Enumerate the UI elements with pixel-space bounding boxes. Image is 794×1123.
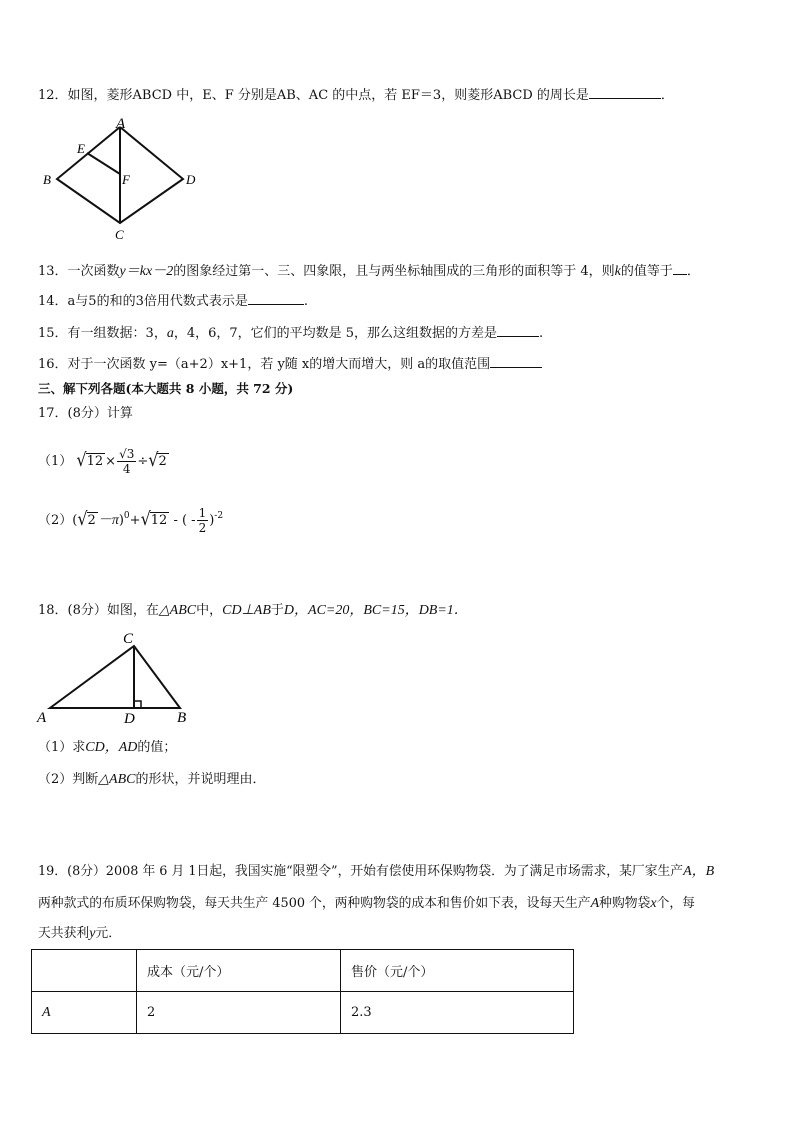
q15-post: ，4，6，7，它们的平均数是 5，那么这组数据的方差是 — [173, 326, 498, 341]
q19-line3 — [38, 926, 121, 942]
q18-pre: 18．(8分）如图，在 — [38, 603, 159, 618]
q17-p1-div: ÷ — [137, 454, 149, 469]
sqrt-symbol: √ — [76, 448, 87, 471]
q18-d: D — [283, 603, 295, 618]
q12-stem: 12．如图，菱形ABCD 中，E、F 分别是AB、AC 的中点，若 EF＝3，则菱形ABCD 的周长是 — [38, 88, 589, 103]
q17-p2-fraction — [197, 506, 209, 535]
cost-price-table — [31, 949, 574, 1034]
q17-p1-times: × — [105, 454, 117, 469]
q17-part2 — [38, 496, 223, 536]
q18-mid: 中， — [196, 603, 223, 618]
q12-answer-blank — [589, 86, 661, 99]
q17-p1-radicand2: 2 — [158, 454, 167, 469]
q15-end: . — [539, 326, 544, 341]
q18-part2 — [38, 772, 266, 788]
q14-text — [38, 292, 308, 310]
q12-end: ． — [660, 88, 674, 103]
table-row — [32, 992, 574, 1034]
sqrt-symbol: √ — [77, 507, 88, 530]
triangle-label-d: D — [124, 711, 135, 727]
q15-pre: 15．有一组数据：3， — [38, 326, 167, 341]
q13-pre: 13．一次函数 — [38, 264, 120, 279]
q17-p2-exp0: 0 — [123, 511, 130, 521]
q17-p1-numerator: √3 — [119, 447, 135, 461]
q15-text — [38, 324, 543, 342]
section-3-heading: 三、解下列各题(本大题共 8 小题，共 72 分) — [38, 381, 294, 396]
q17-p2-exp: -2 — [214, 511, 224, 521]
q17-p2-numerator: 1 — [198, 506, 207, 520]
q18-part1 — [38, 740, 176, 756]
q19-line3-post: 元． — [95, 926, 121, 941]
q18-p2-pre: （2）判断 — [38, 772, 99, 787]
q18-cond: CD⊥AB — [222, 603, 271, 618]
q17-part1 — [38, 440, 169, 480]
q12-text — [38, 86, 674, 104]
q17-p2-radicand2: 12 — [150, 513, 168, 528]
q17-p2-rest: - ( - — [169, 513, 196, 528]
table-header-cell — [32, 950, 137, 992]
q17-p1-denominator: 4 — [122, 462, 131, 476]
q13-text — [38, 262, 700, 280]
q18-p2-post: 的形状，并说明理由． — [135, 772, 266, 787]
q19-line2-mid: 种购物袋 — [599, 896, 651, 911]
sqrt-symbol: √ — [148, 448, 159, 471]
q17-part2-label: （2）( — [38, 513, 78, 528]
q14-end: . — [303, 294, 308, 309]
q17-p1-radicand1: 12 — [86, 454, 104, 469]
q13-func: y＝kx－2 — [119, 264, 174, 279]
q19-line2 — [38, 896, 695, 912]
q18-p1-pre: （1）求 — [38, 740, 86, 755]
rhombus-label-e: E — [77, 141, 85, 156]
triangle-label-a: A — [37, 710, 47, 726]
q19-line2-pre: 两种款式的布质环保购物袋，每天共生产 4500 个，两种购物袋的成本和售价如下表，设每天生产 — [38, 896, 591, 911]
rhombus-label-a: A — [116, 116, 126, 132]
triangle-label-c: C — [123, 631, 134, 647]
table-cell: 2.3 — [341, 992, 574, 1034]
q19-line1 — [38, 864, 714, 880]
rhombus-figure — [40, 115, 200, 245]
rhombus-label-c: C — [115, 227, 124, 242]
q18-text — [38, 603, 468, 619]
triangle-label-b: B — [177, 710, 187, 726]
q17-part1-label: （1） — [38, 454, 73, 469]
q19-ab: A，B — [683, 864, 715, 879]
q16-text — [38, 355, 542, 373]
table-header-cell: 售价（元/个） — [341, 950, 574, 992]
q17-p2-close: ) — [118, 513, 124, 528]
q19-x: x — [650, 896, 657, 911]
rhombus-label-f: F — [122, 172, 130, 187]
table-header-row — [32, 950, 574, 992]
q19-line2-post: 个，每 — [656, 896, 695, 911]
rhombus-label-d: D — [186, 172, 196, 187]
q17-p2-denominator: 2 — [198, 521, 207, 535]
q17-p2-plus: + — [129, 513, 141, 528]
q16-answer-blank — [490, 355, 542, 368]
table-cell: A — [32, 992, 137, 1034]
q13-end: ． — [686, 264, 700, 279]
q18-p2-tri: △ABC — [98, 772, 136, 787]
sqrt-symbol: √ — [140, 507, 151, 530]
q14-answer-blank — [248, 292, 304, 305]
q15-answer-blank — [497, 324, 539, 337]
q18-p1-vars: CD，AD — [85, 740, 138, 755]
q17-p2-close2: ) — [209, 513, 215, 528]
q17-title: 17．(8分）计算 — [38, 406, 133, 421]
q18-mid2: 于 — [270, 603, 284, 618]
q19-a: A — [590, 896, 600, 911]
q18-p1-post: 的值； — [137, 740, 177, 755]
table-cell: 2 — [137, 992, 341, 1034]
triangle-figure — [34, 628, 204, 728]
q13-mid: 的图象经过第一、三、四象限，且与两坐标轴围成的三角形的面积等于 4，则 — [173, 264, 615, 279]
q13-post: 的值等于 — [620, 264, 673, 279]
rhombus-label-b: B — [43, 172, 51, 187]
q19-line3-pre: 天共获利 — [38, 926, 90, 941]
table-header-cell: 成本（元/个） — [137, 950, 341, 992]
q14-stem: 14．a与5的和的3倍用代数式表示是 — [38, 294, 248, 309]
q16-stem: 16．对于一次函数 y=（a+2）x+1，若 y随 x的增大而增大，则 a的取值范围 — [38, 357, 491, 372]
q18-vals: ，AC=20，BC=15，DB=1． — [294, 603, 468, 618]
q17-p2-minus-pi: －π — [97, 513, 119, 528]
q17-p1-fraction — [117, 447, 136, 476]
q17-p2-radicand1: 2 — [87, 513, 96, 528]
q13-answer-blank — [673, 262, 687, 275]
q19-y: y — [89, 926, 96, 941]
q13-k: k — [614, 264, 621, 279]
q15-a: a — [166, 326, 174, 341]
q18-tri: △ABC — [158, 603, 197, 618]
q19-line1-text: 19．(8分）2008 年 6 月 1日起，我国实施“限塑令”，开始有偿使用环保购物袋．为了满足市场需求，某厂家生产 — [38, 864, 684, 879]
